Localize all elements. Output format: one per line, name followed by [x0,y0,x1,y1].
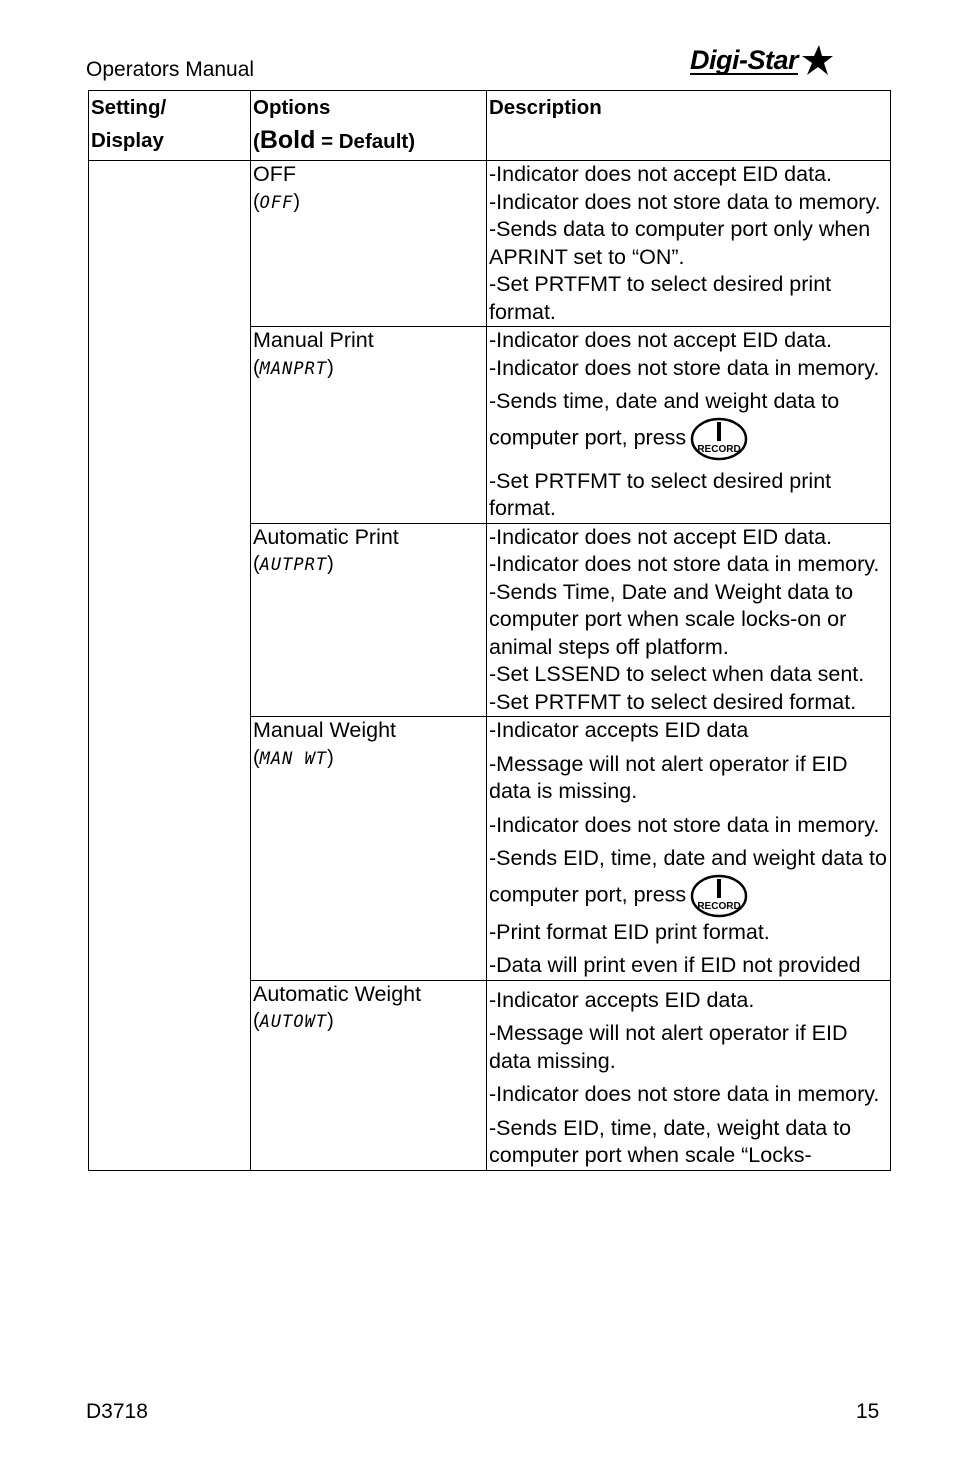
table-header-row [89,91,891,161]
record-key-icon [690,416,748,462]
page-number: 15 [856,1400,880,1423]
table-row [89,161,891,327]
description-cell: -Indicator does not accept EID data. -Indicator does not store data in memory. -Sends time, date and weight data to computer port, press RECORD -Set PRTFMT to select desired print format. [487,327,891,524]
settings-table [88,90,891,1171]
svg-text:RECORD: RECORD [697,443,741,455]
star-icon [799,44,833,78]
header-description: Description [487,91,891,161]
document-id: D3718 [86,1400,148,1423]
svg-text:RECORD: RECORD [697,900,741,912]
logo-text: Digi-Star [690,45,799,75]
option-cell: Automatic Weight (AUTOWT) [251,980,487,1170]
description-cell: -Indicator accepts EID data. -Message will not alert operator if EID data missing. -Indicator does not store data in memory. -Sends EID, time, date, weight data to computer port when scale “Locks- [487,980,891,1170]
option-cell: Automatic Print (AUTPRT) [251,523,487,717]
setting-cell [89,161,251,1171]
digi-star-logo [690,44,833,78]
description-cell: -Indicator accepts EID data -Message will not alert operator if EID data is missing. -Indicator does not store data in memory. -Sends EID, time, date and weight data to computer port, press RECORD -Print format EID print format. -Data will print even if EID not provided [487,717,891,981]
manual-title: Operators Manual [86,58,255,81]
description-cell: -Indicator does not accept EID data. -Indicator does not store data to memory. -Sends data to computer port only when APRINT set to “ON”. -Set PRTFMT to select desired print format. [487,161,891,327]
option-cell: OFF (OFF) [251,161,487,327]
option-cell: Manual Print (MANPRT) [251,327,487,524]
header-setting: Setting/ Display [89,91,251,161]
record-key-icon [690,873,748,919]
header-options: Options (Bold = Default) [251,91,487,161]
option-cell: Manual Weight (MAN WT) [251,717,487,981]
description-cell: -Indicator does not accept EID data. -Indicator does not store data in memory. -Sends Time, Date and Weight data to computer port when scale locks-on or animal steps off platform. -Set LSSEND to select when data sent. -Set PRTFMT to select desired format. [487,523,891,717]
